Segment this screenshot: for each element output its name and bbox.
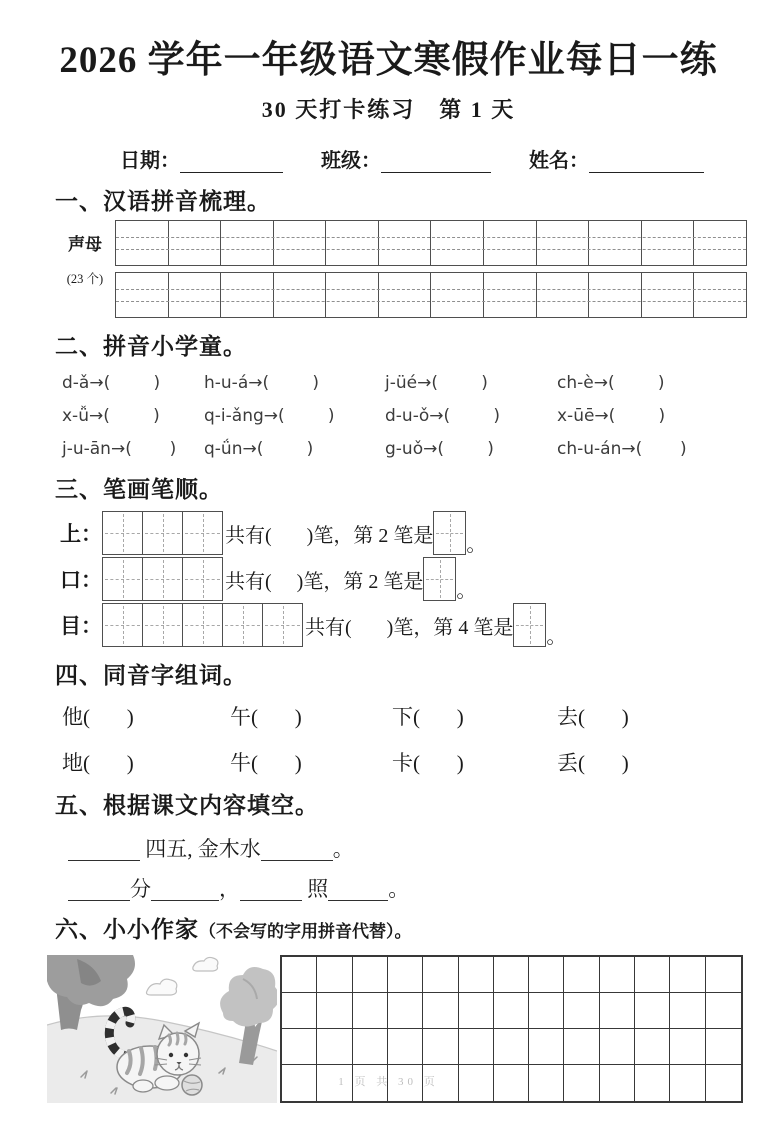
grid-cell[interactable]	[326, 221, 379, 265]
grid-cell[interactable]	[274, 221, 327, 265]
pinyin-item[interactable]: j-üé→( )	[385, 373, 488, 394]
writing-cell[interactable]	[600, 993, 635, 1029]
initials-side-label	[55, 220, 115, 318]
writing-cell[interactable]	[706, 957, 741, 993]
stroke-order-block	[60, 511, 777, 647]
stroke-row-kou	[60, 557, 777, 601]
pinyin-item[interactable]: ch-è→( )	[557, 373, 665, 394]
stroke-practice-boxes[interactable]	[102, 557, 223, 601]
writing-cell[interactable]	[600, 957, 635, 993]
page-subtitle: 30 天打卡练习 第 1 天	[261, 96, 516, 122]
grid-cell[interactable]	[537, 221, 590, 265]
pinyin-item[interactable]: h-u-á→( )	[204, 373, 319, 394]
writing-cell[interactable]	[706, 1029, 741, 1065]
writing-cell[interactable]	[564, 957, 599, 993]
grid-cell[interactable]	[169, 221, 222, 265]
writing-cell[interactable]	[670, 993, 705, 1029]
stroke-answer-box[interactable]	[423, 557, 456, 601]
writing-cell[interactable]	[494, 1029, 529, 1065]
fill-text: 分	[130, 876, 151, 901]
writing-cell[interactable]	[670, 1029, 705, 1065]
grid-cell[interactable]	[221, 273, 274, 317]
grid-cell[interactable]	[183, 604, 223, 646]
writing-cell[interactable]	[600, 1029, 635, 1065]
grid-cell[interactable]	[103, 512, 143, 554]
writing-cell[interactable]	[564, 993, 599, 1029]
section6-heading-main: 六、小小作家	[55, 916, 199, 942]
grid-cell[interactable]	[431, 273, 484, 317]
fill-in-blank-lines	[68, 835, 777, 901]
grid-cell[interactable]	[537, 273, 590, 317]
writing-cell[interactable]	[529, 957, 564, 993]
grid-cell[interactable]	[431, 221, 484, 265]
grid-cell[interactable]	[589, 273, 642, 317]
fill-text: 照	[302, 876, 329, 901]
writing-cell[interactable]	[317, 1029, 352, 1065]
writing-cell[interactable]	[494, 957, 529, 993]
writing-cell[interactable]	[459, 957, 494, 993]
grid-cell[interactable]	[263, 604, 302, 646]
fill-blank-line[interactable]	[68, 880, 130, 901]
period: 。	[466, 534, 487, 557]
grid-cell[interactable]	[143, 558, 183, 600]
writing-cell[interactable]	[635, 993, 670, 1029]
writing-cell[interactable]	[459, 1029, 494, 1065]
section5-heading: 五、根据课文内容填空。	[55, 792, 319, 818]
stroke-question-text: 共有( )笔，第 2 笔是	[225, 570, 424, 593]
writing-cell[interactable]	[282, 993, 317, 1029]
homophone-item[interactable]: 丢( )	[557, 750, 629, 775]
pinyin-item[interactable]: d-ǎ→( )	[62, 373, 161, 394]
period: 。	[456, 580, 477, 603]
fill-text: 四五, 金木水	[140, 836, 261, 861]
class-field	[321, 144, 491, 173]
grid-cell[interactable]	[116, 221, 169, 265]
grid-cell[interactable]	[379, 273, 432, 317]
grid-cell[interactable]	[221, 221, 274, 265]
writing-cell[interactable]	[282, 957, 317, 993]
period: 。	[546, 626, 567, 649]
page-title: 2026 学年一年级语文寒假作业每日一练	[59, 40, 718, 81]
homophone-item[interactable]: 地( )	[62, 750, 134, 775]
writing-cell[interactable]	[353, 1029, 388, 1065]
fill-text: 。	[332, 836, 354, 861]
pinyin-item[interactable]: x-ūē→( )	[557, 406, 666, 427]
class-blank-line[interactable]	[381, 148, 491, 173]
writing-cell[interactable]	[353, 993, 388, 1029]
writing-cell[interactable]	[353, 957, 388, 993]
writing-cell[interactable]	[635, 957, 670, 993]
fill-blank-line[interactable]	[151, 880, 219, 901]
stroke-practice-boxes[interactable]	[102, 603, 303, 647]
name-blank-line[interactable]	[589, 148, 704, 173]
stroke-answer-box[interactable]	[513, 603, 546, 647]
writing-cell[interactable]	[670, 957, 705, 993]
section2-heading: 二、拼音小学童。	[55, 334, 247, 360]
writing-cell[interactable]	[635, 1029, 670, 1065]
pinyin-item[interactable]: q-ǘn→( )	[204, 439, 314, 460]
grid-cell[interactable]	[642, 221, 695, 265]
pinyin-item[interactable]: ch-u-án→( )	[557, 439, 687, 460]
grid-cell[interactable]	[484, 273, 537, 317]
stroke-row-shang	[60, 511, 777, 555]
stroke-char-label: 上：	[60, 522, 102, 547]
homophone-item[interactable]: 牛( )	[230, 750, 302, 775]
grid-cell[interactable]	[379, 221, 432, 265]
grid-cell[interactable]	[103, 558, 143, 600]
writing-cell[interactable]	[459, 993, 494, 1029]
homophone-item[interactable]: 午( )	[230, 704, 302, 729]
writing-cell[interactable]	[317, 957, 352, 993]
writing-cell[interactable]	[388, 1029, 423, 1065]
writing-cell[interactable]	[423, 993, 458, 1029]
homophone-item[interactable]: 下( )	[392, 704, 464, 729]
pinyin-item[interactable]: d-u-ǒ→( )	[385, 406, 500, 427]
homophone-item[interactable]: 去( )	[557, 704, 629, 729]
fill-text: ，	[219, 876, 240, 901]
homophone-grid	[62, 701, 745, 777]
grid-cell[interactable]	[116, 273, 169, 317]
writing-cell[interactable]	[317, 993, 352, 1029]
grid-cell[interactable]	[694, 273, 746, 317]
class-label: 班级：	[321, 149, 381, 172]
writing-cell[interactable]	[388, 993, 423, 1029]
grid-cell[interactable]	[484, 221, 537, 265]
section1-heading: 一、汉语拼音梳理。	[55, 188, 271, 214]
stroke-question-text: 共有( )笔，第 4 笔是	[305, 616, 514, 639]
page-number: 1 页 共 30 页	[338, 1076, 439, 1088]
pinyin-item[interactable]: x-ǚ→( )	[62, 406, 160, 427]
grid-cell[interactable]	[694, 221, 746, 265]
grid-cell[interactable]	[183, 512, 222, 554]
homophone-item[interactable]: 卡( )	[392, 750, 464, 775]
cloud-icon	[147, 957, 218, 995]
pinyin-blending-grid	[62, 372, 745, 461]
fill-line	[68, 835, 777, 861]
grid-cell[interactable]	[642, 273, 695, 317]
homophone-item[interactable]: 他( )	[62, 704, 134, 729]
fill-line	[68, 875, 777, 901]
grid-cell[interactable]	[223, 604, 263, 646]
initials-practice-block	[55, 220, 747, 318]
pinyin-item[interactable]: j-u-ān→( )	[62, 439, 177, 460]
date-field	[120, 144, 283, 173]
name-label: 姓名：	[529, 149, 589, 172]
stroke-practice-boxes[interactable]	[102, 511, 223, 555]
stroke-char-label: 目：	[60, 614, 102, 639]
writing-cell[interactable]	[423, 957, 458, 993]
writing-cell[interactable]	[706, 993, 741, 1029]
writing-cell[interactable]	[529, 1029, 564, 1065]
fill-blank-line[interactable]	[68, 840, 140, 861]
writing-cell[interactable]	[529, 993, 564, 1029]
section6-heading-note: （不会写的字用拼音代替）。	[199, 921, 412, 941]
stroke-row-mu	[60, 603, 777, 647]
fill-blank-line[interactable]	[240, 880, 302, 901]
writing-cell[interactable]	[494, 993, 529, 1029]
grid-cell[interactable]	[274, 273, 327, 317]
pinyin-grid-row-2[interactable]	[115, 272, 747, 318]
fill-blank-line[interactable]	[261, 840, 333, 861]
date-blank-line[interactable]	[180, 148, 283, 173]
grid-cell[interactable]	[143, 604, 183, 646]
pinyin-item[interactable]: g-uǒ→( )	[385, 439, 494, 460]
pinyin-four-line-grids	[115, 220, 747, 318]
writing-cell[interactable]	[423, 1029, 458, 1065]
grid-cell[interactable]	[589, 221, 642, 265]
name-field	[529, 144, 704, 173]
stroke-question-text: 共有( )笔，第 2 笔是	[225, 524, 434, 547]
pinyin-item[interactable]: q-i-ǎng→( )	[204, 406, 335, 427]
initials-count-label: (23 个)	[66, 272, 104, 287]
initials-label: 声母	[68, 235, 102, 255]
fill-blank-line[interactable]	[328, 880, 388, 901]
grid-cell[interactable]	[183, 558, 222, 600]
date-label: 日期：	[120, 149, 180, 172]
header-fields	[120, 144, 777, 173]
writing-cell[interactable]	[564, 1029, 599, 1065]
writing-cell[interactable]	[282, 1029, 317, 1065]
grid-cell[interactable]	[169, 273, 222, 317]
pinyin-grid-row-1[interactable]	[115, 220, 747, 266]
writing-cell[interactable]	[388, 957, 423, 993]
grid-cell[interactable]	[143, 512, 183, 554]
section4-heading: 四、同音字组词。	[55, 663, 247, 689]
fill-text: 。	[388, 876, 410, 901]
stroke-answer-box[interactable]	[433, 511, 466, 555]
grid-cell[interactable]	[326, 273, 379, 317]
grid-cell[interactable]	[103, 604, 143, 646]
section6-heading	[55, 915, 777, 945]
section3-heading: 三、笔画笔顺。	[55, 477, 223, 503]
stroke-char-label: 口：	[60, 568, 102, 593]
